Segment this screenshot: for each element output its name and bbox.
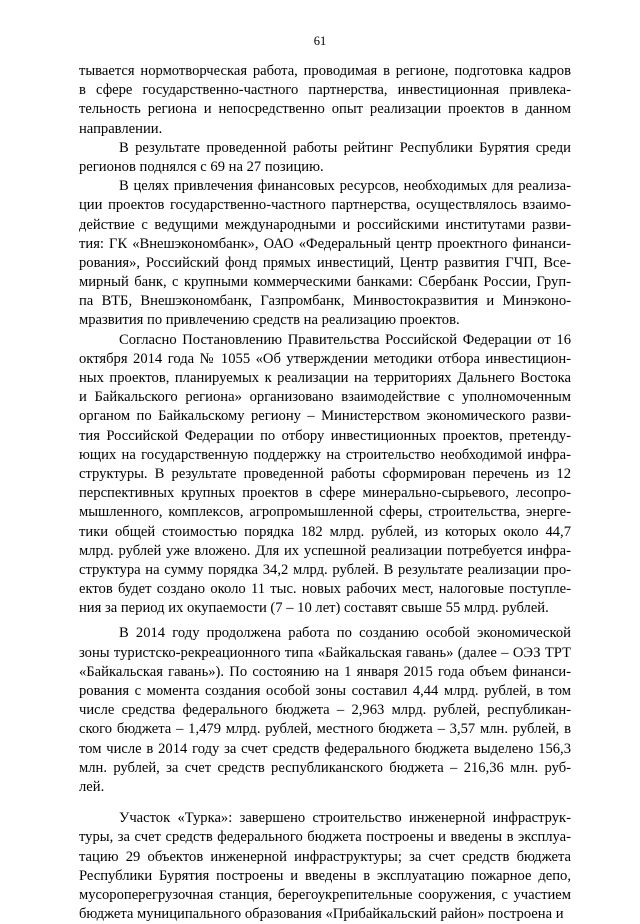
text-line: структура на сумму порядка 34,2 млрд. рублей. В результате реализации про-	[79, 561, 571, 578]
text-line: лей.	[79, 778, 105, 795]
text-line: органом по Байкальскому региону – Министерством экономического разви-	[79, 408, 571, 425]
text-line: действие с ведущими международными и российскими институтами разви-	[79, 216, 571, 233]
text-line: туры, за счет средств федерального бюджета построены и введены в эксплуа-	[79, 829, 571, 846]
text-line: бюджета муниципального образования «Прибайкальский район» построена и	[79, 906, 564, 923]
text-line: регионов поднялся с 69 на 27 позицию.	[79, 158, 324, 175]
text-line: структуры. В результате проведенной работы сформирован перечень из 12	[79, 465, 571, 482]
text-line: ского бюджета – 1,479 млрд. рублей, местного бюджета – 3,57 млн. рублей, в	[79, 721, 571, 738]
text-line: млрд. рублей уже вложено. Для их успешной реализации потребуется инфра-	[79, 542, 571, 559]
text-line: направлении.	[79, 120, 163, 137]
text-line: Республики Бурятия построены и введены в эксплуатацию пожарное депо,	[79, 867, 571, 884]
text-line: в сфере государственно-частного партнерства, инвестиционная привлека-	[79, 82, 571, 99]
paragraph	[79, 177, 571, 331]
text-line: В 2014 году продолжена работа по созданию особой экономической	[119, 625, 571, 642]
text-line: ции проектов государственно-частного партнерства, осуществлялось взаимо-	[79, 197, 571, 214]
text-line: В результате проведенной работы рейтинг Республики Бурятия среди	[119, 139, 571, 156]
text-line: тывается нормотворческая работа, проводимая в регионе, подготовка кадров	[79, 63, 571, 79]
paragraph	[79, 624, 571, 797]
text-line: рования с момента создания особой зоны составил 4,44 млрд. рублей, в том	[79, 683, 571, 699]
text-line: млн. рублей, за счет средств республиканского бюджета – 216,36 млн. руб-	[79, 759, 571, 776]
text-line: мышленного, комплексов, агропромышленной сферы, строительства, энерге-	[79, 504, 571, 521]
page-number: 61	[313, 34, 327, 48]
text-line: тики общей стоимостью порядка 182 млрд. рублей, из которых около 44,7	[79, 523, 571, 540]
text-line: тацию 29 объектов инженерной инфраструктуры; за счет средств бюджета	[79, 848, 571, 865]
text-line: и Байкальского региона» организовано взаимодействие с уполномоченным	[79, 389, 571, 406]
text-line: ектов будет создано около 11 тыс. новых рабочих мест, налоговые поступле-	[79, 581, 571, 598]
text-line: ных проектов, планируемых к реализации на территориях Дальнего Востока	[79, 370, 571, 386]
text-line: Согласно Постановлению Правительства Российской Федерации от 16	[119, 331, 571, 348]
text-line: ющих на государственную поддержку на строительство необходимой инфра-	[79, 446, 571, 463]
text-line: Участок «Турка»: завершено строительство инженерной инфраструк-	[119, 810, 571, 827]
body-text	[79, 62, 571, 924]
text-line: тельность региона и непосредственно опыт реализации проектов в данном	[79, 101, 571, 118]
text-line: рования», Российский фонд прямых инвестиций, Центр развития ГЧП, Все-	[79, 254, 571, 271]
text-line: тия Российской Федерации по отбору инвестиционных проектов, претенду-	[79, 427, 571, 444]
text-line: октября 2014 года № 1055 «Об утверждении методики отбора инвестицион-	[79, 350, 571, 367]
text-line: том числе в 2014 году за счет средств федерального бюджета выделено 156,3	[79, 740, 571, 757]
paragraph	[79, 809, 571, 924]
text-line: па ВТБ, Внешэкономбанк, Газпромбанк, Минвостокразвития и Минэконо-	[79, 293, 571, 310]
text-line: «Байкальская гавань»). По состоянию на 1 января 2015 года объем финанси-	[79, 663, 571, 680]
text-line: ния за период их окупаемости (7 – 10 лет) составят свыше 55 млрд. рублей.	[79, 600, 549, 617]
text-line: В целях привлечения финансовых ресурсов, необходимых для реализа-	[119, 178, 571, 195]
paragraph	[79, 331, 571, 619]
text-line: тия: ГК «Внешэкономбанк», ОАО «Федеральный центр проектного финанси-	[79, 235, 571, 252]
text-line: зоны туристско-рекреационного типа «Байкальская гавань» (далее – ОЭЗ ТРТ	[79, 644, 571, 661]
text-line: мусороперегрузочная станция, берегоукрепительные сооружения, с участием	[79, 886, 571, 903]
text-line: числе средства федерального бюджета – 2,963 млрд. рублей, республикан-	[79, 702, 571, 719]
text-line: мразвития по привлечению средств на реализацию проектов.	[79, 312, 460, 329]
text-line: мирный банк, с крупными коммерческими банками: Сбербанк России, Груп-	[79, 274, 571, 291]
text-line: перспективных крупных проектов в сфере минерально-сырьевого, лесопро-	[79, 485, 571, 502]
paragraph	[79, 62, 571, 139]
paragraph	[79, 139, 571, 177]
